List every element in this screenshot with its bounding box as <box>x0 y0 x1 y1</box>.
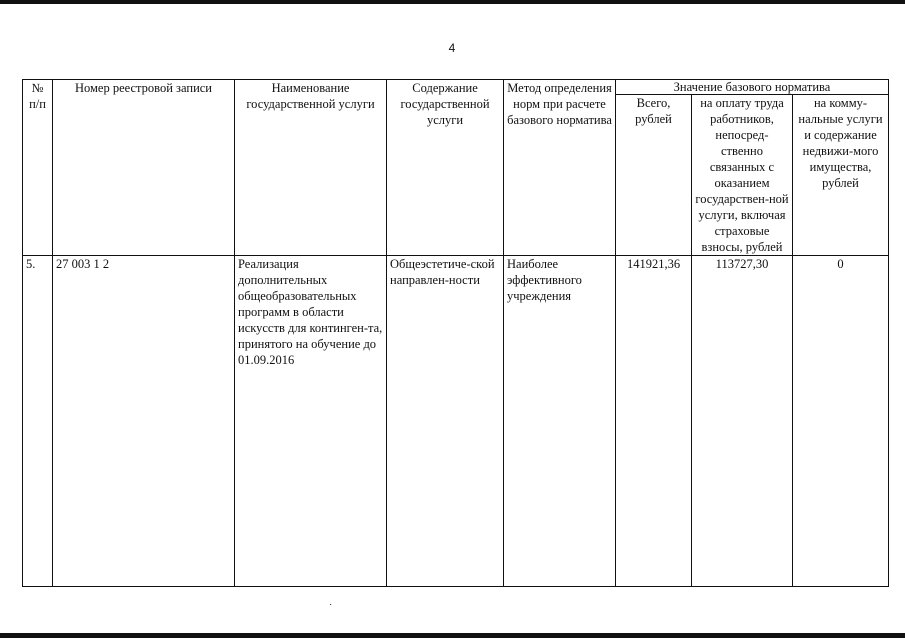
cell-total: 141921,36 <box>616 256 692 587</box>
cell-service-content: Общеэстетиче-ской направлен-ности <box>387 256 504 587</box>
bottom-border-line <box>0 633 905 638</box>
cell-utilities: 0 <box>793 256 889 587</box>
header-row-top <box>23 80 889 95</box>
cell-method: Наиболее эффективного учреждения <box>504 256 616 587</box>
page-number: 4 <box>448 41 456 55</box>
header-utilities: на комму-нальные услуги и содержание недвижи-мого имущества, рублей <box>793 95 889 256</box>
header-base-norm-group: Значение базового норматива <box>616 80 889 95</box>
header-service-content: Содержание государственной услуги <box>387 80 504 256</box>
header-method: Метод определения норм при расчете базового норматива <box>504 80 616 256</box>
stray-mark: ˙ <box>329 603 333 614</box>
header-num: № п/п <box>23 80 53 256</box>
top-border-line <box>0 0 905 4</box>
header-labor: на оплату труда работников, непосред-ственно связанных с оказанием государствен-ной услуги, включая страховые взносы, рублей <box>692 95 793 256</box>
cell-service-name: Реализация дополнительных общеобразовательных программ в области искусств для континген-та, принятого на обучение до 01.09.2016 <box>235 256 387 587</box>
cell-registry-number: 27 003 1 2 <box>53 256 235 587</box>
cell-num: 5. <box>23 256 53 587</box>
header-total: Всего, рублей <box>616 95 692 256</box>
header-service-name: Наименование государственной услуги <box>235 80 387 256</box>
header-registry-number: Номер реестровой записи <box>53 80 235 256</box>
table-row <box>23 256 889 587</box>
cell-labor: 113727,30 <box>692 256 793 587</box>
base-norms-table <box>22 79 889 587</box>
